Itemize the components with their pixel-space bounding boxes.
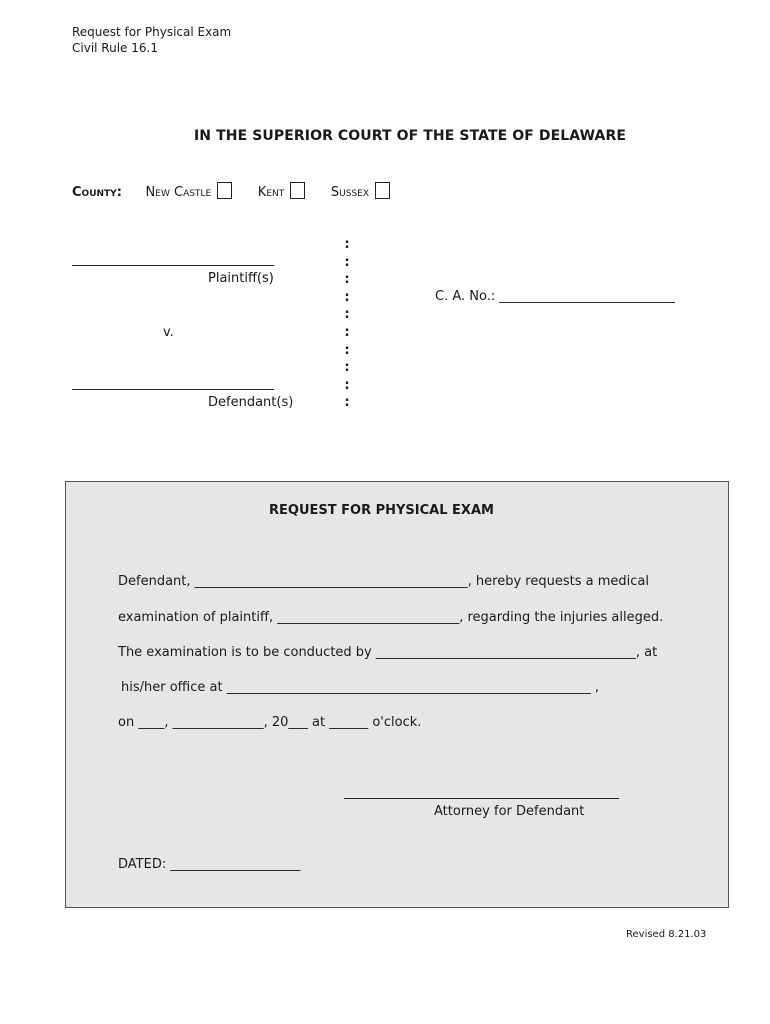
county-label: County:: [72, 185, 122, 200]
new-castle-checkbox[interactable]: [217, 182, 232, 199]
county-option-kent: Kent: [257, 185, 285, 200]
examiner-line[interactable]: The examination is to be conducted by ________________________________________, at: [118, 645, 658, 660]
request-form-box: [65, 481, 729, 908]
county-option-sussex: Sussex: [330, 185, 370, 200]
caption-colon: :: [344, 307, 350, 323]
defendant-request-line[interactable]: Defendant, __________________________________________, hereby requests a medical: [118, 574, 649, 589]
caption-colon: :: [344, 377, 350, 393]
caption-colon: :: [344, 289, 350, 305]
caption-colon: :: [344, 237, 350, 252]
case-number-field[interactable]: C. A. No.: ___________________________: [435, 289, 675, 304]
caption-colon: :: [344, 272, 350, 288]
court-title: IN THE SUPERIOR COURT OF THE STATE OF DELAWARE: [194, 128, 627, 144]
revision-date: Revised 8.21.03: [626, 929, 707, 940]
caption-colon: :: [344, 395, 350, 411]
civil-rule-header: Civil Rule 16.1: [72, 41, 158, 55]
county-row: [72, 182, 390, 200]
office-address-line[interactable]: his/her office at ________________________________________________________ ,: [121, 680, 599, 695]
caption-colon: :: [344, 360, 350, 376]
plaintiff-examination-line[interactable]: examination of plaintiff, ____________________________, regarding the injuries alleged.: [118, 610, 664, 625]
attorney-signature-line[interactable]: [344, 798, 619, 799]
caption-colon-column: [343, 236, 351, 412]
request-form-title: REQUEST FOR PHYSICAL EXAM: [269, 503, 494, 518]
plaintiff-name-line[interactable]: [72, 265, 274, 266]
exam-date-time-line[interactable]: on ____, ______________, 20___ at ______ o'clock.: [118, 715, 422, 730]
versus-label: v.: [163, 325, 174, 340]
caption-colon: :: [344, 254, 350, 270]
county-option-new-castle: New Castle: [145, 185, 212, 200]
caption-colon: :: [344, 342, 350, 358]
plaintiff-label: Plaintiff(s): [208, 271, 274, 286]
dated-field[interactable]: DATED: ____________________: [118, 857, 301, 872]
sussex-checkbox[interactable]: [375, 182, 390, 199]
form-title-header: Request for Physical Exam: [72, 25, 232, 39]
attorney-label: Attorney for Defendant: [434, 804, 585, 819]
defendant-name-line[interactable]: [72, 389, 274, 390]
caption-colon: :: [344, 324, 350, 340]
kent-checkbox[interactable]: [290, 182, 305, 199]
defendant-label: Defendant(s): [208, 395, 294, 410]
